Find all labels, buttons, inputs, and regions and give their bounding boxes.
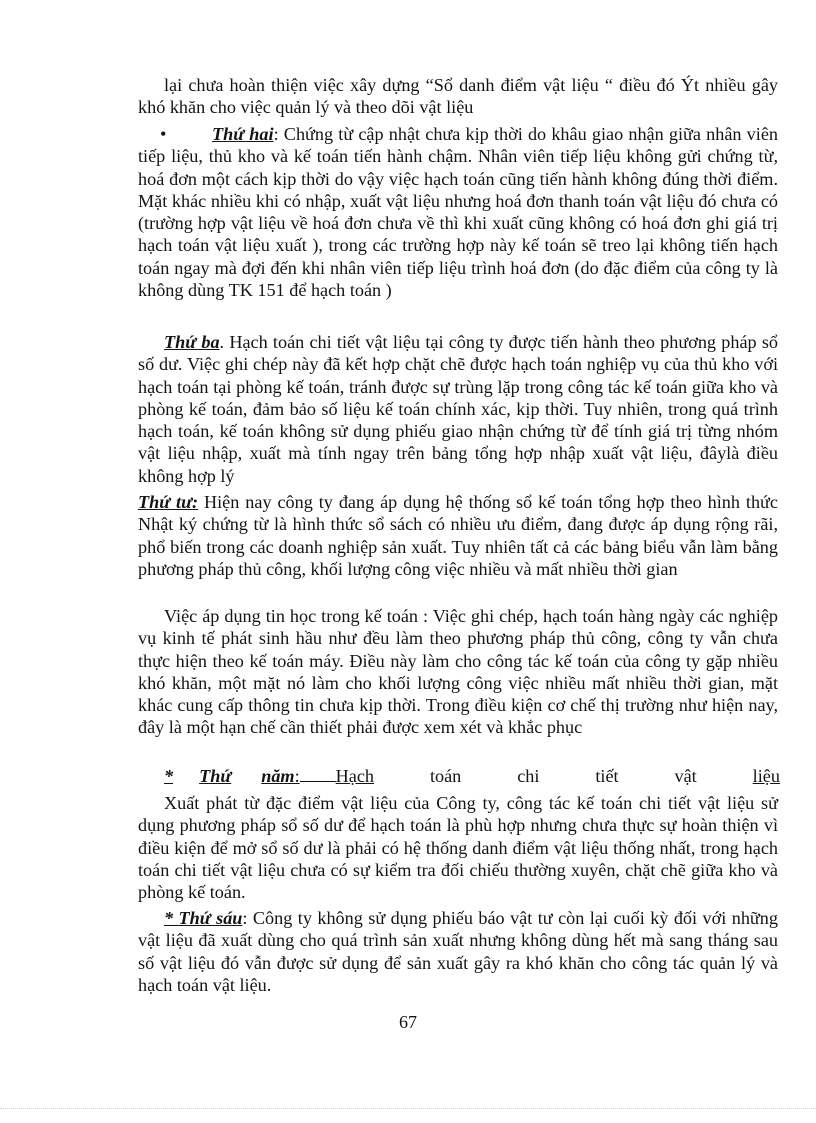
heading-thu-nam-colon: : xyxy=(294,766,300,786)
paragraph-thu-ba xyxy=(138,331,778,487)
paragraph-thu-nam-heading xyxy=(138,765,778,787)
text-thu-tu: Hiện nay công ty đang áp dụng hệ thống sổ kế toán tổng hợp theo hình thức Nhật ký chứng từ là hình thức sổ sách có nhiều ưu điểm, đang được áp dụng rộng rãi, phổ biến trong các doanh nghiệp sản xuất. Tuy nhiên tất cả các bảng biểu vẫn làm bằng phương pháp thủ công, khối lượng công việc nhiều và mất nhiều thời gian xyxy=(138,492,778,579)
paragraph-intro: lại chưa hoàn thiện việc xây dựng “Sổ danh điểm vật liệu “ điều đó Ýt nhiều gây khó khăn cho việc quản lý và theo dõi vật liệu xyxy=(138,75,778,118)
text-thu-ba: . Hạch toán chi tiết vật liệu tại công ty được tiến hành theo phương pháp sổ số dư. Việc ghi chép này đã kết hợp chặt chẽ được hạch toán nghiệp vụ của thủ kho với hạch toán tại phòng kế toán, tránh được sự trùng lặp trong công tác kế toán giữa kho và phòng kế toán, đảm bảo số liệu kế toán chính xác, kịp thời. Tuy nhiên, trong quá trình hạch toán, kế toán không sử dụng phiếu giao nhận chứng từ để tính giá trị từng nhóm vật liệu nhập, xuất mà tính ngay trên bảng tổng hợp nhập xuất vật liệu, đâylà điều không hợp lý xyxy=(138,332,779,486)
heading-thu-sau: * Thứ sáu xyxy=(164,908,243,928)
page-edge-dotted-line xyxy=(0,1108,816,1109)
underline-gap xyxy=(300,781,336,782)
star-mark: * xyxy=(164,766,174,786)
heading-thu-tu: Thứ tư: xyxy=(138,492,199,512)
word-3: tiết xyxy=(595,766,619,786)
text-thu-hai: : Chứng từ cập nhật chưa kịp thời do khâu giao nhận giữa nhân viên tiếp liệu, thủ kho và kế toán tiến hành chậm. Nhân viên tiếp liệu không gửi chứng từ, hoá đơn một cách kịp thời do vậy việc hạch toán cũng tiến hành không đúng thời điểm. Mặt khác nhiều khi có nhập, xuất vật liệu nhưng hoá đơn thanh toán vật liệu đó chưa có (trường hợp vật liệu về hoá đơn chưa về thì khi xuất cũng không có hoá đơn ghi giá trị hạch toán vật liệu xuất ), trong các trường hợp này kế toán sẽ treo lại không tiến hạch toán ngay mà đợi đến khi nhân viên tiếp liệu trình hoá đơn (do đặc điểm của công ty là không dùng TK 151 để hạch toán ) xyxy=(138,124,778,301)
word-4: vật xyxy=(674,766,697,786)
word-2: chi xyxy=(517,766,540,786)
word-0: Hạch xyxy=(335,766,375,786)
paragraph-thu-hai xyxy=(138,123,778,301)
thu-nam-heading-group xyxy=(164,765,374,787)
word-5: liệu xyxy=(752,766,780,786)
heading-thu-nam-b: năm xyxy=(261,766,295,786)
paragraph-tin-hoc: Việc áp dụng tin học trong kế toán : Việc ghi chép, hạch toán hàng ngày các nghiệp vụ kinh tế phát sinh hầu như đều làm theo phương pháp thủ công, công ty vẫn chưa thực hiện theo kế toán máy. Điều này làm cho công tác kế toán của công ty gặp nhiều khó khăn, một mặt nó làm cho khối lượng công việc nhiều mất nhiều thời gian, mặt khác cung cấp thông tin chưa kịp thời. Trong điều kiện cơ chế thị trường như hiện nay, đây là một hạn chế cần thiết phải được xem xét và khắc phục xyxy=(138,606,778,738)
page-number: 67 xyxy=(399,1012,417,1032)
paragraph-thu-nam-body: Xuất phát từ đặc điểm vật liệu của Công ty, công tác kế toán chi tiết vật liệu sử dụng phương pháp sổ số dư để hạch toán là phù hợp nhưng chưa thực sự hoàn thiện vì điều kiện để mở sổ số dư là phải có hệ thống danh điểm vật liệu thống nhất, trong hạch toán chi tiết vật liệu chưa có sự kiểm tra đối chiếu thường xuyên, chặt chẽ giữa kho và phòng kế toán. xyxy=(138,793,778,903)
paragraph-thu-sau xyxy=(138,907,778,996)
bullet-icon: • xyxy=(160,124,167,144)
text-thu-sau: : Công ty không sử dụng phiếu báo vật tư còn lại cuối kỳ đối với những vật liệu đã xuất dùng cho quá trình sản xuất nhưng không dùng hết mà sang tháng sau số vật liệu đó vẫn được sử dụng để sản xuất gây ra khó khăn cho công tác quản lý và hạch toán vật liệu. xyxy=(138,908,778,995)
heading-thu-hai: Thứ hai xyxy=(212,124,274,144)
word-1: toán xyxy=(429,766,462,786)
paragraph-thu-tu xyxy=(138,491,778,580)
heading-thu-nam-a: Thứ xyxy=(199,766,232,786)
heading-thu-ba: Thứ ba xyxy=(164,332,220,352)
